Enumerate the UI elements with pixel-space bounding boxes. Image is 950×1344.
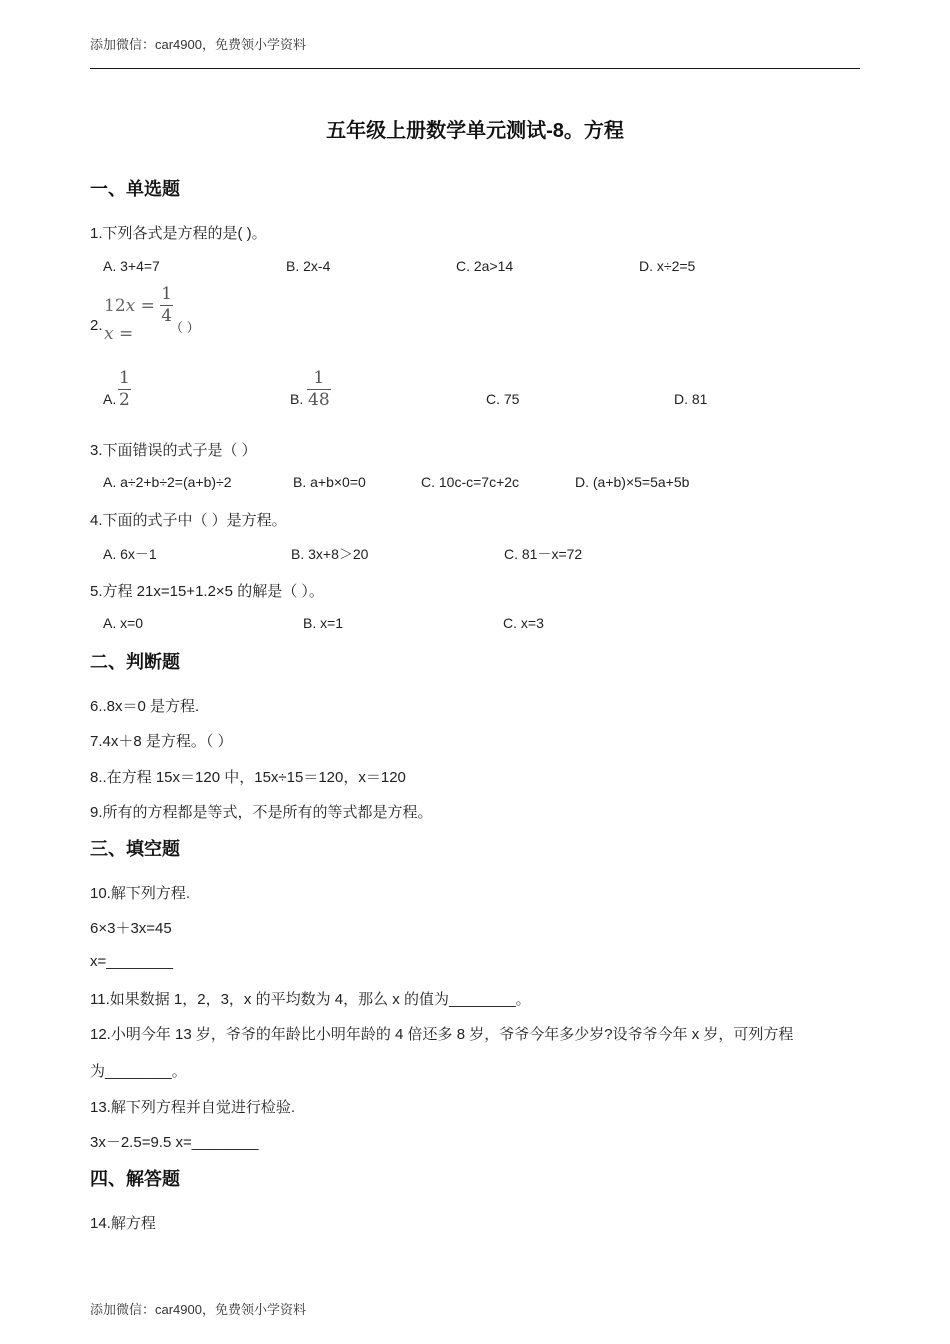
section-heading-fill-in: 三、填空题 (90, 839, 180, 859)
question-4-stem: 4.下面的式子中（ ）是方程。 (90, 512, 287, 529)
question-14: 14.解方程 (90, 1215, 156, 1232)
question-2-option-a-fraction: $\frac{1}{2}$ (119, 368, 130, 410)
question-13-equation: 3x－2.5=9.5 x=________ (90, 1134, 259, 1151)
header-note: 添加微信：car4900，免费领小学资料 (90, 37, 306, 52)
question-2-paren: （ ） (170, 320, 200, 335)
question-2-option-a-label: A. (103, 391, 117, 407)
question-5-option-b: B. x=1 (303, 615, 344, 631)
question-1-option-b: B. 2x-4 (286, 258, 331, 274)
question-2-option-d: D. 81 (674, 391, 708, 407)
question-4-option-b: B. 3x+8＞20 (291, 546, 369, 562)
question-6: 6..8x＝0 是方程. (90, 698, 200, 715)
question-12-line-1: 12.小明今年 13 岁，爷爷的年龄比小明年龄的 4 倍还多 8 岁，爷爷今年多少岁?设爷爷今年 x 岁，可列方程 (90, 1026, 794, 1043)
question-3-option-c: C. 10c-c=7c+2c (421, 474, 520, 490)
question-4-option-c: C. 81－x=72 (504, 546, 583, 562)
question-10-answer-blank: x=________ (90, 953, 173, 970)
question-2-equation: 12x = $\frac{1}{4}$ (104, 284, 173, 326)
question-7: 7.4x＋8 是方程。（ ） (90, 733, 233, 750)
section-heading-single-choice: 一、单选题 (90, 179, 180, 199)
question-13-stem: 13.解下列方程并自觉进行检验. (90, 1099, 296, 1116)
question-1-option-d: D. x÷2=5 (639, 258, 696, 274)
section-heading-solve: 四、解答题 (90, 1169, 180, 1189)
question-1-option-c: C. 2a>14 (456, 258, 514, 274)
question-4-option-a: A. 6x－1 (103, 546, 157, 562)
question-12-line-2: 为________。 (90, 1063, 187, 1080)
question-10-stem: 10.解下列方程. (90, 885, 191, 902)
question-2-option-b-fraction: $\frac{1}{48}$ (308, 368, 330, 410)
question-1-option-a: A. 3+4=7 (103, 258, 160, 274)
question-3-stem: 3.下面错误的式子是（ ） (90, 442, 257, 459)
question-3-option-a: A. a÷2+b÷2=(a+b)÷2 (103, 474, 232, 490)
question-5-option-c: C. x=3 (503, 615, 544, 631)
question-5-option-a: A. x=0 (103, 615, 144, 631)
question-2-option-c: C. 75 (486, 391, 520, 407)
question-11: 11.如果数据 1，2，3，x 的平均数为 4，那么 x 的值为________。 (90, 991, 531, 1008)
question-2-answer-prompt: x = (104, 324, 134, 344)
question-2-number: 2. (90, 317, 103, 334)
question-2-option-b-label: B. (290, 391, 304, 407)
question-5-stem: 5.方程 21x=15+1.2×5 的解是（ ）。 (90, 583, 324, 600)
question-10-equation: 6×3＋3x=45 (90, 920, 172, 937)
section-heading-true-false: 二、判断题 (90, 652, 180, 672)
question-3-option-d: D. (a+b)×5=5a+5b (575, 474, 690, 490)
header-divider (90, 68, 860, 69)
page-title: 五年级上册数学单元测试-8。方程 (326, 120, 624, 142)
question-3-option-b: B. a+b×0=0 (293, 474, 366, 490)
question-9: 9.所有的方程都是等式，不是所有的等式都是方程。 (90, 804, 433, 821)
question-8: 8..在方程 15x＝120 中，15x÷15＝120，x＝120 (90, 769, 406, 786)
question-1-stem: 1.下列各式是方程的是( )。 (90, 225, 267, 242)
footer-note: 添加微信：car4900，免费领小学资料 (90, 1302, 306, 1317)
